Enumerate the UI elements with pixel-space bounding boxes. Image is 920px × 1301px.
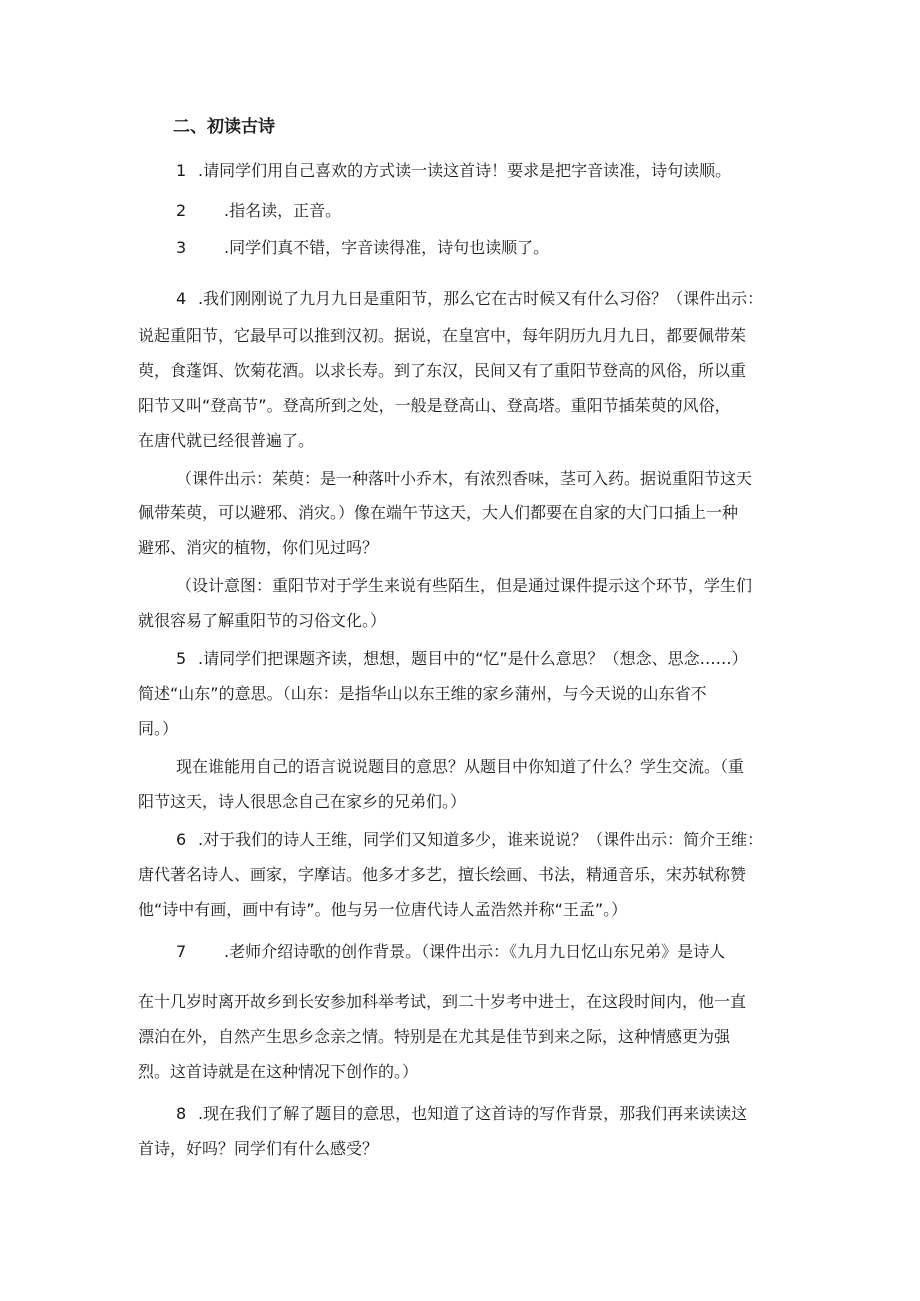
item-6-line-1 (176, 830, 763, 850)
discussion-line-1: 现在谁能用自己的语言说说题目的意思？从题目中你知道了什么？学生交流。（重 (176, 757, 745, 776)
item-3 (176, 238, 549, 258)
item-4-line-5: 在唐代就已经很普遍了。 (138, 431, 315, 450)
item-5-line-1 (176, 649, 748, 669)
item-8-line-2: 首诗，好吗？同学们有什么感受？ (138, 1139, 379, 1158)
item-text: .我们刚刚说了九月九日是重阳节，那么它在古时候又有什么习俗？（课件出示： (198, 289, 764, 308)
item-text: .请同学们把课题齐读，想想，题目中的“忆”是什么意思？（想念、思念……） (198, 649, 748, 668)
item-8-line-1 (176, 1104, 747, 1124)
item-4-line-2: 说起重阳节，它最早可以推到汉初。据说，在皇宫中，每年阴历九月九日，都要佩带茱 (138, 326, 747, 345)
item-number: 5 (176, 649, 187, 668)
background-line-3: 烈。这首诗就是在这种情况下创作的。） (138, 1062, 419, 1081)
item-6-line-3: 他“诗中有画，画中有诗”。他与另一位唐代诗人孟浩然并称“王孟”。） (138, 900, 628, 919)
item-5-line-2: 简述“山东”的意思。（山东：是指华山以东王维的家乡蒲州，与今天说的山东省不 (138, 684, 707, 703)
item-text: .对于我们的诗人王维，同学们又知道多少，谁来说说？（课件出示：简介王维： (198, 830, 764, 849)
item-4-line-4: 阳节又叫“登高节”。登高所到之处，一般是登高山、登高塔。重阳节插茱萸的风俗， (138, 396, 731, 415)
item-4-line-3: 萸，食蓬饵、饮菊花酒。以求长寿。到了东汉，民间又有了重阳节登高的风俗，所以重 (138, 361, 747, 380)
item-2 (176, 201, 341, 221)
section-heading: 二、初读古诗 (173, 117, 275, 137)
item-number: 4 (176, 289, 187, 308)
item-number: 1 (176, 161, 187, 180)
item-number: 7 (176, 942, 187, 961)
item-text: .请同学们用自己喜欢的方式读一读这首诗！要求是把字音读准，诗句读顺。 (198, 161, 732, 180)
discussion-line-2: 阳节这天，诗人很思念自己在家乡的兄弟们。） (138, 792, 467, 811)
courseware-note-line-1: （课件出示：茱萸：是一种落叶小乔木，有浓烈香味，茎可入药。据说重阳节这天 (176, 469, 753, 488)
item-text: .指名读，正音。 (224, 201, 342, 220)
courseware-note-line-3: 避邪、消灾的植物，你们见过吗？ (138, 538, 379, 557)
design-intent-line-2: 就很容易了解重阳节的习俗文化。） (138, 611, 387, 630)
item-text: .现在我们了解了题目的意思，也知道了这首诗的写作背景，那我们再来读读这 (198, 1104, 748, 1123)
background-line-2: 漂泊在外，自然产生思乡念亲之情。特别是在尤其是佳节到来之际，这种情感更为强 (138, 1027, 731, 1046)
item-4-line-1 (176, 289, 763, 309)
background-line-1: 在十几岁时离开故乡到长安参加科举考试，到二十岁考中进士，在这段时间内，他一直 (138, 992, 747, 1011)
item-number: 2 (176, 201, 187, 220)
item-text: .同学们真不错，字音读得准，诗句也读顺了。 (224, 238, 550, 257)
item-number: 3 (176, 238, 187, 257)
item-7 (176, 942, 725, 962)
item-text: .老师介绍诗歌的创作背景。（课件出示：《九月九日忆山东兄弟》是诗人 (224, 942, 726, 961)
item-number: 6 (176, 830, 187, 849)
courseware-note-line-2: 佩带茱萸，可以避邪、消灾。）像在端午节这天，大人们都要在自家的大门口插上一种 (138, 503, 739, 522)
item-5-line-3: 同。） (138, 719, 179, 738)
item-6-line-2: 唐代著名诗人、画家，字摩诘。他多才多艺，擅长绘画、书法，精通音乐，宋苏轼称赞 (138, 865, 747, 884)
item-number: 8 (176, 1104, 187, 1123)
item-1 (176, 161, 731, 181)
design-intent-line-1: （设计意图：重阳节对于学生来说有些陌生，但是通过课件提示这个环节，学生们 (176, 576, 753, 595)
